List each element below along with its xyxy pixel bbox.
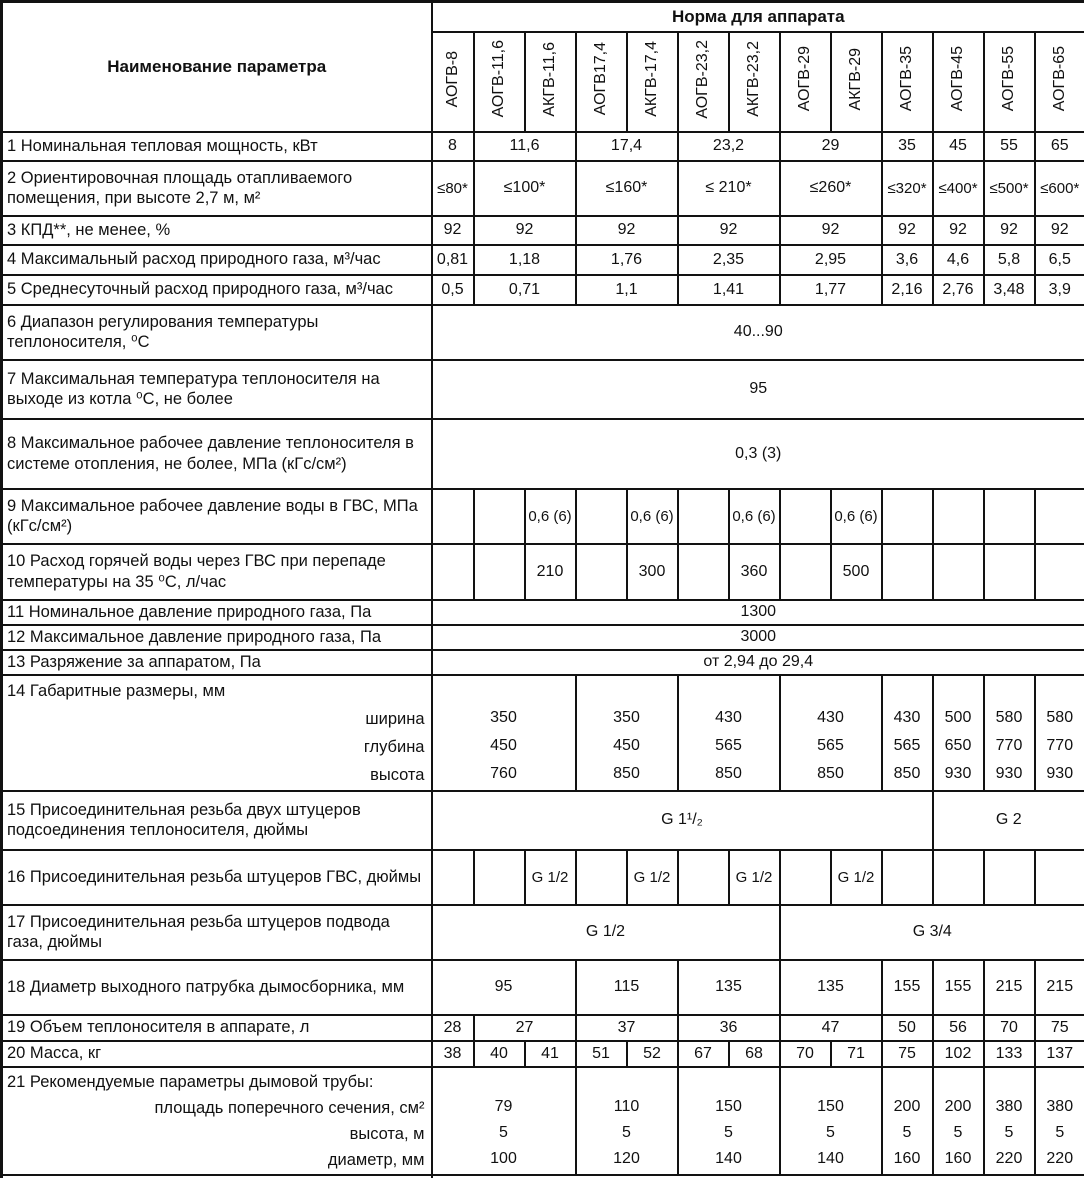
value-cell [474,544,525,600]
value-cell [933,675,984,791]
value-cell [576,675,678,791]
value-cell [933,544,984,600]
value: 565 [715,736,742,754]
value: 850 [613,764,640,782]
value-cell: 23,2 [678,132,780,161]
value-cell: 135 [678,960,780,1015]
value-cell: 52 [627,1041,678,1067]
value-cell [1035,489,1084,544]
value-cell [882,544,933,600]
value-cell: 215 [1035,960,1084,1015]
value-cell: 38 [432,1041,474,1067]
value: 500 [944,708,972,726]
value: 430 [893,708,921,726]
value-cell: 360 [729,544,780,600]
value-cell: 56 [933,1015,984,1041]
sub-label: площадь поперечного сечения, см² [154,1098,425,1117]
value: 580 [1046,708,1074,726]
value-cell: 2,95 [780,245,882,275]
value-cell: 155 [933,960,984,1015]
value-cell [432,544,474,600]
value-cell: ≤160* [576,161,678,216]
table-row [2,245,1084,275]
model-name: АКГВ-11,6 [541,41,558,117]
table-row [2,216,1084,245]
value-cell: 3000 [432,625,1084,650]
value-cell: 0,81 [432,245,474,275]
value: 650 [944,736,972,754]
value: 930 [995,764,1023,782]
value-cell: ≤500* [984,161,1035,216]
row-label: 1 Номинальная тепловая мощность, кВт [2,132,432,161]
value-cell [678,1067,780,1175]
model-header [432,32,474,132]
table-row [2,850,1084,905]
value: 770 [995,736,1023,754]
value-cell: 71 [831,1041,882,1067]
table-row [2,905,1084,960]
value-cell: 45 [933,132,984,161]
row-label: 3 КПД**, не менее, % [2,216,432,245]
value-cell: 40...90 [432,305,1084,360]
model-header [1035,32,1084,132]
value: 150 [715,1097,742,1115]
model-name: АОГВ-65 [1050,46,1068,112]
value-cell [882,850,933,905]
value-cell: 92 [576,216,678,245]
sub-label: глубина [363,737,425,756]
value-cell: 1300 [432,600,1084,625]
value-cell [576,544,627,600]
table-row [2,544,1084,600]
value-cell: 0,6 (6) [831,489,882,544]
value-cell: 135 [780,960,882,1015]
value-cell: 92 [780,216,882,245]
value-cell: 1,18 [474,245,576,275]
value: 5 [724,1123,733,1141]
value-cell [474,489,525,544]
sub-label: высота [370,765,425,784]
value-cell [984,1067,1035,1175]
value-cell: 0,5 [432,275,474,305]
value-cell [882,489,933,544]
table-row-chimney [2,1067,1084,1175]
value-cell [984,850,1035,905]
table-row [2,791,1084,850]
value-cell [1035,850,1084,905]
table-row-dimensions [2,675,1084,791]
model-header [576,32,627,132]
value-cell: 92 [1035,216,1084,245]
value-cell: ≤100* [474,161,576,216]
value-cell: 3,6 [882,245,933,275]
value: 110 [613,1097,640,1115]
value: 5 [622,1123,631,1141]
table-row [2,1015,1084,1041]
value-cell [1035,1067,1084,1175]
row-label: 8 Максимальное рабочее давление теплоносителя в системе отопления, не более, МПа (кГс/см²) [2,419,432,489]
value-cell: G 1¹/₂ [432,791,933,850]
row-label: 16 Присоединительная резьба штуцеров ГВС, дюймы [2,850,432,905]
value-cell: G 1/2 [432,905,780,960]
row-label: 6 Диапазон регулирования температуры теплоносителя, ⁰С [2,305,432,360]
model-name: АОГВ-45 [949,46,966,112]
row-label: 11 Номинальное давление природного газа, Па [2,600,432,625]
value-cell [933,850,984,905]
value: 850 [817,764,844,782]
value: 565 [893,736,921,754]
row-label: 5 Среднесуточный расход природного газа, м³/час [2,275,432,305]
value-cell [576,489,627,544]
value-cell [882,1067,933,1175]
value-cell: 27 [474,1015,576,1041]
value: 120 [613,1149,640,1167]
value: 5 [902,1123,912,1141]
row-label [2,1175,432,1178]
value-cell: 6,5 [1035,245,1084,275]
value-cell: 8 [432,132,474,161]
value: 350 [490,708,517,726]
value-cell: 37 [576,1015,678,1041]
value: 200 [893,1097,921,1115]
value-cell: 92 [432,216,474,245]
value-cell: ≤260* [780,161,882,216]
value: 770 [1046,736,1074,754]
value: 140 [817,1149,844,1167]
model-name: АОГВ-29 [796,46,813,112]
value-cell: 75 [1035,1015,1084,1041]
value-cell: 41 [525,1041,576,1067]
table-row [2,600,1084,625]
value-cell: 215 [984,960,1035,1015]
value: 200 [944,1097,972,1115]
value-cell: 3,9 [1035,275,1084,305]
row-label: 10 Расход горячей воды через ГВС при перепаде температуры на 35 ⁰С, л/час [2,544,432,600]
value-cell: 11,6 [474,132,576,161]
value-cell: G 1/2 [831,850,882,905]
value: 430 [715,708,742,726]
value-cell: G 1/2 [525,850,576,905]
value: 380 [995,1097,1023,1115]
row-label-text: 14 Габаритные размеры, мм [7,681,226,700]
value-cell [432,850,474,905]
value-cell: ≤80* [432,161,474,216]
value-cell: 92 [474,216,576,245]
value-cell [780,489,831,544]
model-header [882,32,933,132]
value-cell [780,850,831,905]
row-label: 15 Присоединительная резьба двух штуцеров подсоединения теплоносителя, дюймы [2,791,432,850]
value-cell: ≤ 210* [678,161,780,216]
model-header [780,32,831,132]
row-label: 19 Объем теплоносителя в аппарате, л [2,1015,432,1041]
value-cell: 95 [432,960,576,1015]
value-cell [984,675,1035,791]
value-cell: 29 [780,132,882,161]
value-cell: 36 [678,1015,780,1041]
value-cell: 2,16 [882,275,933,305]
table-header-row-top [2,2,1084,32]
model-name: АКГВ-17,4 [643,41,660,117]
value: 850 [715,764,742,782]
value: 380 [1046,1097,1074,1115]
value-cell [882,675,933,791]
value-cell: 51 [576,1041,627,1067]
value-cell: ≤320* [882,161,933,216]
value-cell [432,675,576,791]
value-cell: 115 [576,960,678,1015]
sub-label: высота, м [349,1124,425,1143]
value-cell: G 1/2 [729,850,780,905]
table-row [2,161,1084,216]
value-cell: 47 [780,1015,882,1041]
value: 160 [944,1149,972,1167]
model-name: АОГВ-11,6 [490,40,507,118]
value-cell [780,1067,882,1175]
value-cell: 2,76 [933,275,984,305]
value-cell [984,544,1035,600]
row-label: 13 Разряжение за аппаратом, Па [2,650,432,675]
value-cell: 28 [432,1015,474,1041]
model-name: АОГВ-35 [898,46,915,112]
table-row-partial [2,1175,1084,1178]
value: 5 [1004,1123,1014,1141]
value-cell: 300 [627,544,678,600]
value-cell: 92 [678,216,780,245]
value: 5 [1055,1123,1065,1141]
model-name: АОГВ-55 [1000,46,1017,112]
value-cell [678,850,729,905]
table-row [2,650,1084,675]
value: 5 [953,1123,963,1141]
table-row [2,1041,1084,1067]
value-cell [474,850,525,905]
value: 760 [490,764,517,782]
value-cell: 68 [729,1041,780,1067]
value: 350 [613,708,640,726]
value-cell [984,489,1035,544]
value-cell: G 3/4 [780,905,1084,960]
model-header [933,32,984,132]
norm-header: Норма для аппарата [432,2,1084,32]
value-cell [780,544,831,600]
value-cell: 17,4 [576,132,678,161]
row-label: 17 Присоединительная резьба штуцеров подвода газа, дюймы [2,905,432,960]
value-cell: 70 [780,1041,831,1067]
value: 930 [944,764,972,782]
value-cell: 1,41 [678,275,780,305]
value-cell: G 2 [933,791,1084,850]
value-cell [576,850,627,905]
value-cell: 133 [984,1041,1035,1067]
model-name: АОГВ-8 [443,50,461,108]
model-name: АКГВ-29 [847,47,864,111]
table-row [2,360,1084,419]
value: 160 [893,1149,921,1167]
model-name: АОГВ-23,2 [694,39,711,119]
model-header [729,32,780,132]
value-cell [933,1067,984,1175]
value-cell [1035,675,1084,791]
value-cell: от 2,94 до 29,4 [432,650,1084,675]
row-label: 9 Максимальное рабочее давление воды в ГВС, МПа (кГс/см²) [2,489,432,544]
value-cell: ≤600* [1035,161,1084,216]
value-cell: 4,6 [933,245,984,275]
model-header [678,32,729,132]
model-header [984,32,1035,132]
value: 150 [817,1097,844,1115]
value-cell: 102 [933,1041,984,1067]
value: 450 [613,736,640,754]
value-cell: 0,6 (6) [627,489,678,544]
value-cell [678,544,729,600]
value-cell: 40 [474,1041,525,1067]
value: 930 [1046,764,1074,782]
table-row [2,132,1084,161]
value-cell: 3,48 [984,275,1035,305]
row-label: 7 Максимальная температура теплоносителя на выходе из котла ⁰С, не более [2,360,432,419]
value-cell: 5,8 [984,245,1035,275]
model-header [627,32,678,132]
value-cell: 35 [882,132,933,161]
row-label [2,1067,432,1175]
value-cell [432,1067,576,1175]
value-cell: 500 [831,544,882,600]
value: 430 [817,708,844,726]
value-cell: 95 [432,360,1084,419]
value-cell: 75 [882,1041,933,1067]
value: 5 [499,1123,508,1141]
value-cell: 0,71 [474,275,576,305]
value-cell [780,675,882,791]
value-cell: 0,6 (6) [525,489,576,544]
value-cell [678,675,780,791]
value: 140 [715,1149,742,1167]
row-label: 12 Максимальное давление природного газа, Па [2,625,432,650]
value-cell: 92 [984,216,1035,245]
value: 5 [826,1123,835,1141]
sub-label: диаметр, мм [327,1150,425,1169]
value-cell: 1,77 [780,275,882,305]
table-row [2,305,1084,360]
value-cell: 55 [984,132,1035,161]
model-name: АОГВ17,4 [592,42,609,116]
value-cell [933,489,984,544]
value-cell: 137 [1035,1041,1084,1067]
value-cell: 210 [525,544,576,600]
value-cell: 65 [1035,132,1084,161]
value-cell: 2,35 [678,245,780,275]
sub-label: ширина [365,709,425,728]
value-cell: 155 [882,960,933,1015]
value: 220 [1046,1149,1074,1167]
value: 850 [893,764,921,782]
value: 580 [995,708,1023,726]
value: 220 [995,1149,1023,1167]
row-label: 2 Ориентировочная площадь отапливаемого помещения, при высоте 2,7 м, м² [2,161,432,216]
value-cell [432,1175,1084,1178]
value-cell: 67 [678,1041,729,1067]
value-cell: 50 [882,1015,933,1041]
value-cell: 92 [882,216,933,245]
model-name: АКГВ-23,2 [745,41,762,117]
row-label-text: 21 Рекомендуемые параметры дымовой трубы: [7,1072,374,1091]
value: 100 [490,1149,517,1167]
value-cell: 70 [984,1015,1035,1041]
model-header [474,32,525,132]
value-cell: 1,1 [576,275,678,305]
row-label: 20 Масса, кг [2,1041,432,1067]
row-label: 4 Максимальный расход природного газа, м³/час [2,245,432,275]
table-row [2,489,1084,544]
value: 565 [817,736,844,754]
value-cell: 1,76 [576,245,678,275]
row-label: 18 Диаметр выходного патрубка дымосборника, мм [2,960,432,1015]
value-cell: ≤400* [933,161,984,216]
value-cell: G 1/2 [627,850,678,905]
row-label [2,675,432,791]
value-cell [678,489,729,544]
table-row [2,275,1084,305]
value-cell [1035,544,1084,600]
value-cell [576,1067,678,1175]
table-row [2,625,1084,650]
table-row [2,419,1084,489]
value: 450 [490,736,517,754]
value-cell: 92 [933,216,984,245]
value-cell: 0,6 (6) [729,489,780,544]
model-header [831,32,882,132]
value-cell: 0,3 (3) [432,419,1084,489]
param-column-title: Наименование параметра [2,2,432,132]
value: 79 [494,1097,513,1115]
value-cell [432,489,474,544]
table-row [2,960,1084,1015]
model-header [525,32,576,132]
